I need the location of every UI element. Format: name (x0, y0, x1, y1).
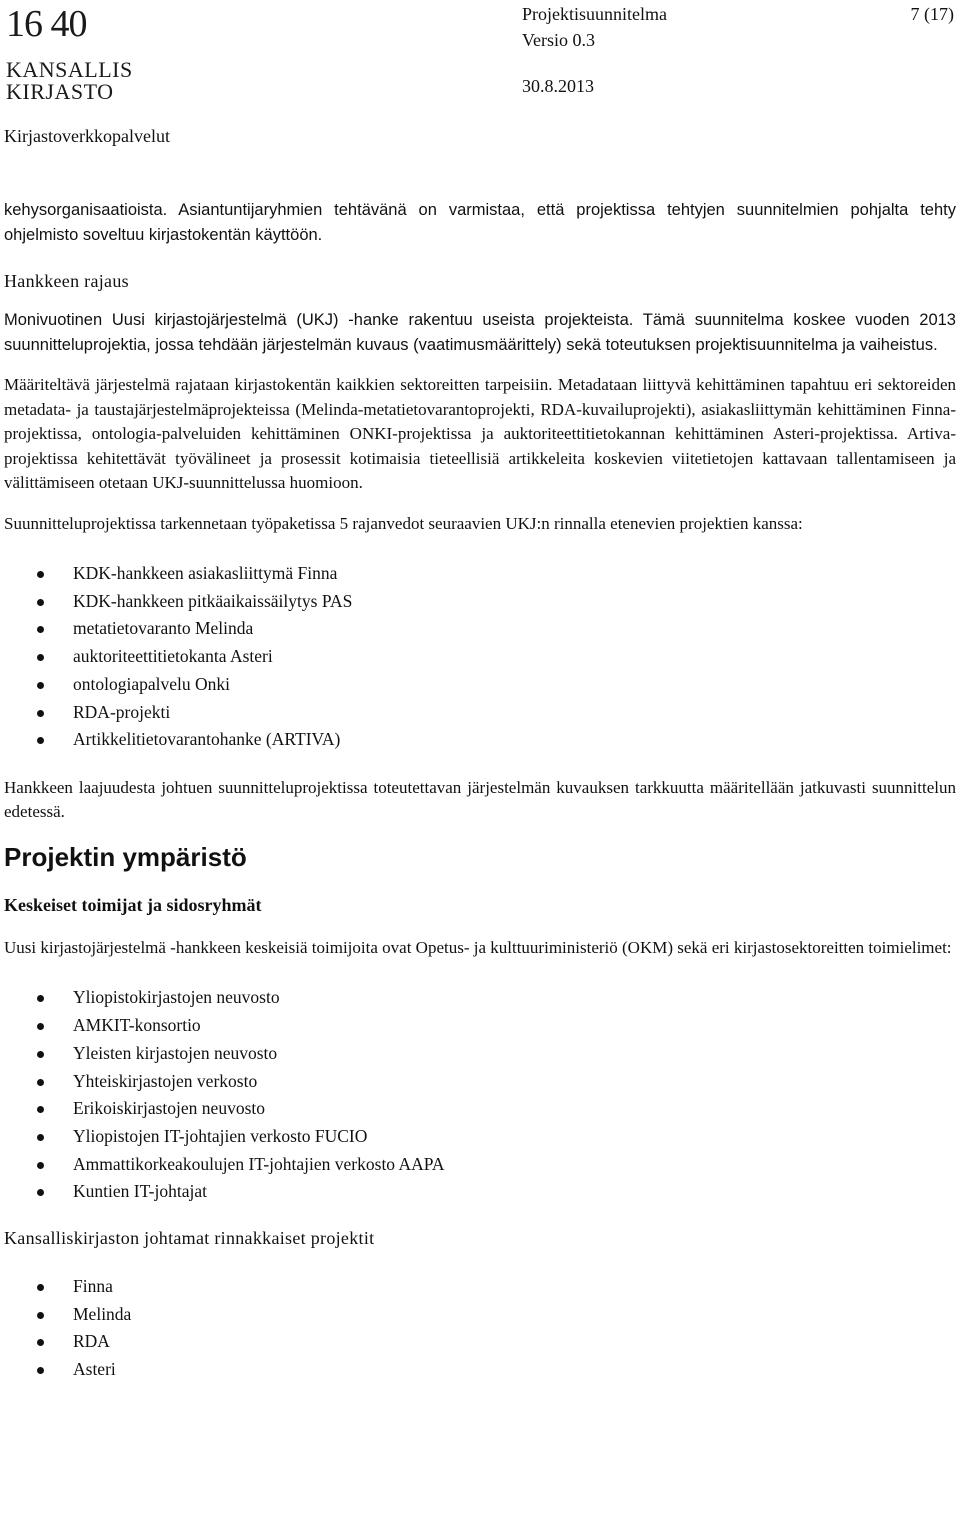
list-item-text: Finna (73, 1276, 113, 1297)
list-item-text: Ammattikorkeakoulujen IT-johtajien verkosto AAPA (73, 1153, 445, 1174)
rajaus-paragraph-1: Monivuotinen Uusi kirjastojärjestelmä (UKJ) -hanke rakentuu useista projekteista. Tämä suunnitelma koskee vuoden 2013 suunnitteluprojektia, jossa tehdään järjestelmän kuvaus (vaatimusmäärittely) sekä toteutuksen projektisuunnitelma ja vaiheistus. (4, 311, 956, 354)
list-item-text: Yliopistokirjastojen neuvosto (73, 987, 280, 1008)
list-item-text: Yleisten kirjastojen neuvosto (73, 1042, 278, 1063)
rajaus-paragraph-2: Määriteltävä järjestelmä rajataan kirjastokentän kaikkien sektoreitten tarpeisiin. Metadataan liittyvä kehittäminen tapahtuu eri sektoreiden metadata- ja taustajärjestelmäprojekteissa (Melinda-metatietovarantoprojekti, RDA-kuvailuprojekti), asiakasliittymän kehittäminen Finna-projektissa, ontologia-palveluiden kehittäminen ONKI-projektissa ja auktoriteettitietokannan kehittäminen Asteri-projektissa. Artiva-projektissa kehitettävät työvälineet ja prosessit kotimaisia tieteellisiä artikkeleita koskevien viitetietojen kattavaan tallentamiseen ja välittämiseen otetaan UKJ-suunnittelussa huomioon. (4, 375, 956, 492)
subheading-rinnakkaiset: Kansalliskirjaston johtamat rinnakkaiset projektit (4, 1228, 375, 1249)
list-item (4, 984, 956, 1012)
bullet-icon (37, 737, 44, 744)
stakeholders-list (4, 984, 956, 1206)
list-item-text: RDA-projekti (73, 701, 171, 722)
page-content (4, 198, 956, 1384)
list-item (4, 643, 956, 671)
list-item-text: Kuntien IT-johtajat (73, 1181, 207, 1202)
list-item (4, 588, 956, 616)
section-heading-rajaus: Hankkeen rajaus (4, 271, 129, 291)
list-item (4, 1273, 956, 1301)
bullet-icon (37, 1051, 44, 1058)
list-item-text: AMKIT-konsortio (73, 1015, 201, 1036)
bullet-icon (37, 1079, 44, 1086)
bullet-icon (37, 1284, 44, 1291)
bullet-icon (37, 1023, 44, 1030)
logo-text-line2: KIRJASTO (6, 79, 114, 104)
document-date: 30.8.2013 (522, 76, 594, 96)
list-item-text: Artikkelitietovarantohanke (ARTIVA) (73, 729, 341, 750)
list-item-text: Asteri (73, 1359, 116, 1380)
list-item-text: ontologiapalvelu Onki (73, 673, 230, 694)
list-item-text: Melinda (73, 1303, 132, 1324)
list-item-text: metatietovaranto Melinda (73, 618, 254, 639)
list-item (4, 560, 956, 588)
list-item-text: Yhteiskirjastojen verkosto (73, 1070, 258, 1091)
bullet-icon (37, 599, 44, 606)
bullet-icon (37, 571, 44, 578)
list-item (4, 1328, 956, 1356)
list-item-text: KDK-hankkeen pitkäaikaissäilytys PAS (73, 590, 353, 611)
toimijat-paragraph: Uusi kirjastojärjestelmä -hankkeen keskeisiä toimijoita ovat Opetus- ja kulttuuriministeriö (OKM) sekä eri kirjastosektoreitten toimielimet: (4, 937, 952, 957)
list-item (4, 1356, 956, 1384)
bullet-icon (37, 1162, 44, 1169)
list-item-text: auktoriteettitietokanta Asteri (73, 646, 273, 667)
list-item (4, 615, 956, 643)
list-item-text: Erikoiskirjastojen neuvosto (73, 1098, 265, 1119)
national-library-projects-list (4, 1273, 956, 1384)
document-title: Projektisuunnitelma (522, 4, 667, 24)
list-item (4, 1301, 956, 1329)
list-item (4, 1012, 956, 1040)
list-item (4, 1095, 956, 1123)
bullet-icon (37, 1367, 44, 1374)
list-item-text: KDK-hankkeen asiakasliittymä Finna (73, 563, 338, 583)
intro-paragraph: kehysorganisaatioista. Asiantuntijaryhmien tehtävänä on varmistaa, että projektissa tehtyjen suunnitelmien pohjalta tehty ohjelmisto soveltuu kirjastokentän käyttöön. (4, 201, 956, 244)
laajuus-paragraph: Hankkeen laajuudesta johtuen suunnitteluprojektissa toteutettavan järjestelmän kuvauksen tarkkuutta määritellään jatkuvasti suunnittelun edetessä. (4, 777, 956, 822)
rajaus-paragraph-3: Suunnitteluprojektissa tarkennetaan työpaketissa 5 rajanvedot seuraavien UKJ:n rinnalla etenevien projektien kanssa: (4, 513, 803, 533)
logo-text-line1: KANSALLIS (6, 57, 133, 82)
page-header (0, 0, 960, 150)
department-name: Kirjastoverkkopalvelut (4, 126, 170, 146)
document-version: Versio 0.3 (522, 30, 595, 50)
list-item (4, 1040, 956, 1068)
logo-year: 16 40 (6, 3, 87, 45)
list-item-text: Yliopistojen IT-johtajien verkosto FUCIO (73, 1125, 368, 1146)
bullet-icon (37, 1339, 44, 1346)
list-item (4, 1123, 956, 1151)
bullet-icon (37, 1106, 44, 1113)
list-item (4, 1068, 956, 1096)
page-number: 7 (17) (910, 4, 954, 24)
bullet-icon (37, 710, 44, 717)
bullet-icon (37, 654, 44, 661)
list-item (4, 726, 956, 754)
subheading-toimijat: Keskeiset toimijat ja sidosryhmät (4, 894, 262, 915)
kansalliskirjasto-logo (2, 3, 133, 104)
bullet-icon (37, 1189, 44, 1196)
list-item (4, 699, 956, 727)
section-heading-ymparisto: Projektin ympäristö (4, 841, 247, 872)
bullet-icon (37, 995, 44, 1002)
list-item (4, 671, 956, 699)
parallel-projects-list (4, 560, 956, 754)
bullet-icon (37, 1134, 44, 1141)
list-item (4, 1178, 956, 1206)
list-item (4, 1151, 956, 1179)
bullet-icon (37, 626, 44, 633)
list-item-text: RDA (73, 1331, 110, 1352)
bullet-icon (37, 682, 44, 689)
bullet-icon (37, 1312, 44, 1319)
